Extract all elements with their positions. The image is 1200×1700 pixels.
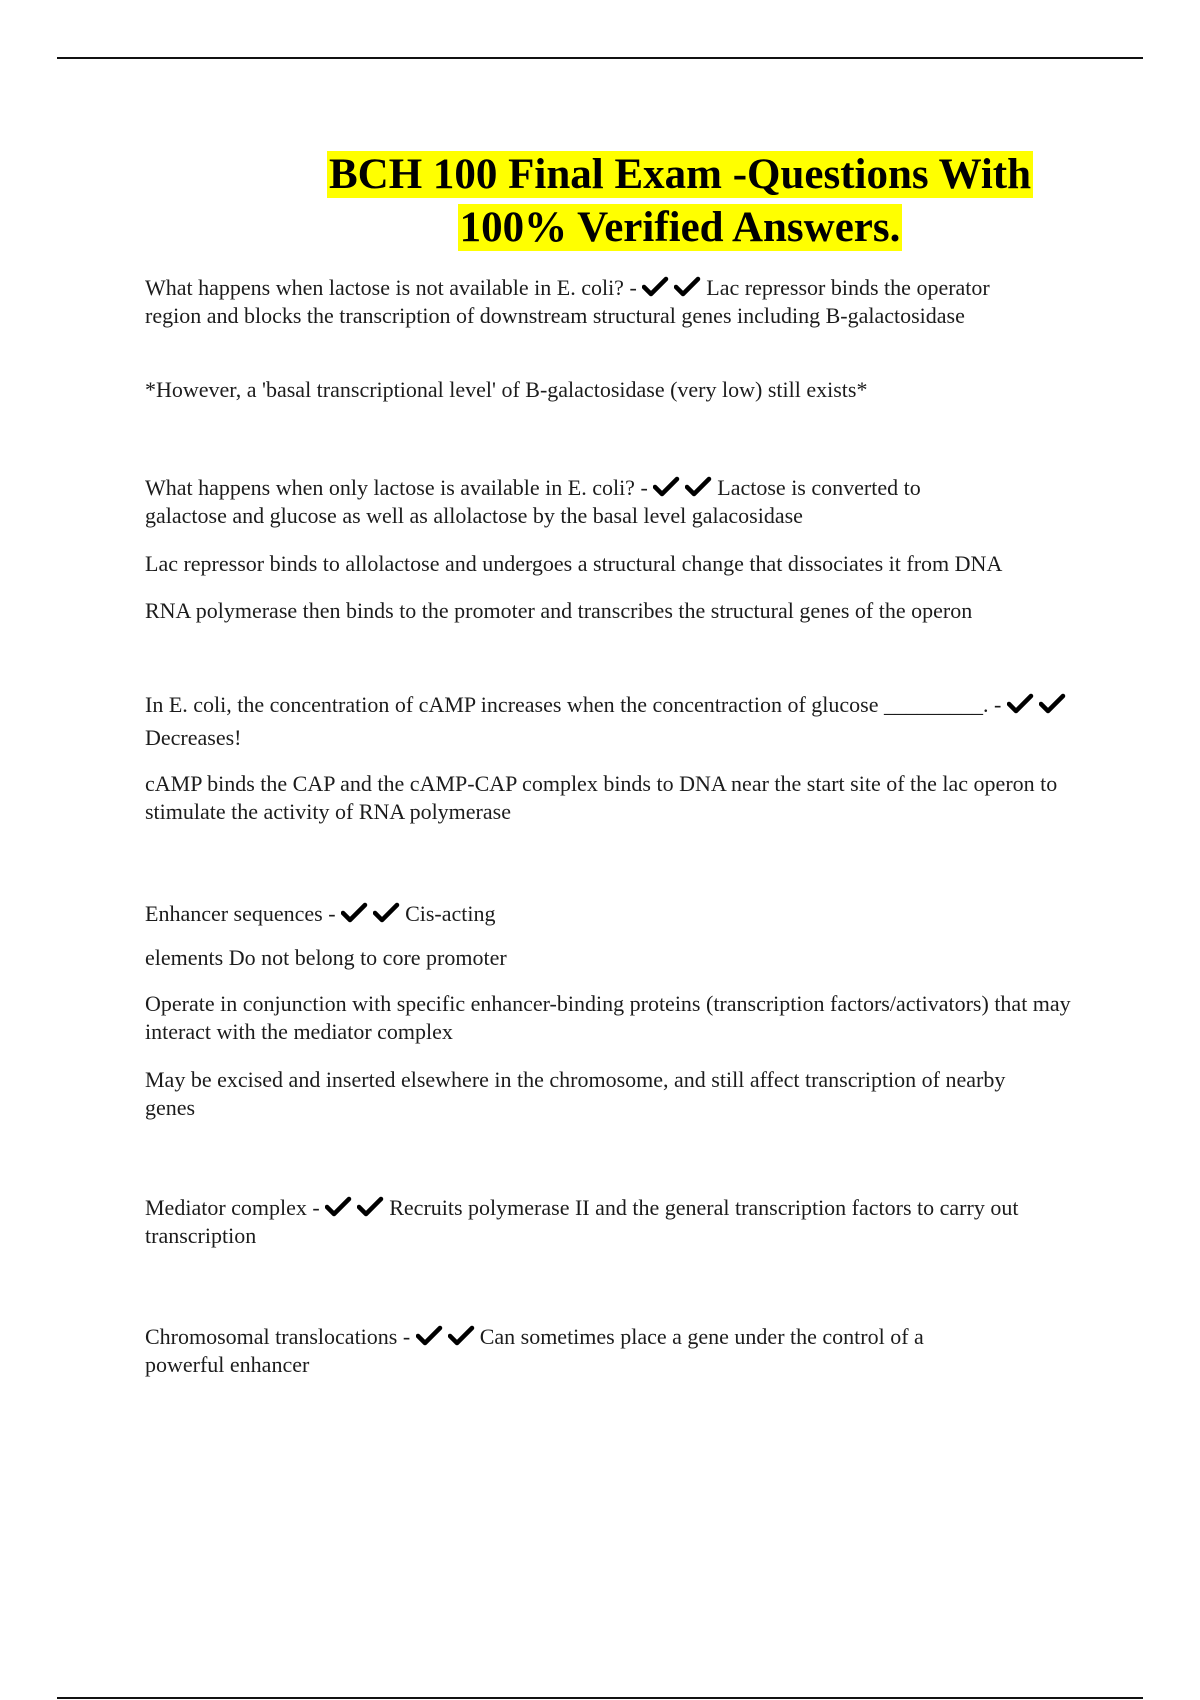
footer-rule <box>57 1697 1143 1699</box>
note-paragraph: cAMP binds the CAP and the cAMP-CAP complex binds to DNA near the start site of the lac operon to stimulate the activity of RNA polymerase <box>145 771 1058 824</box>
answer-text-cont: carry out transcription <box>145 1195 1019 1248</box>
check-icon <box>448 1325 476 1347</box>
qa-entry-5 <box>145 1194 1045 1250</box>
answer-text: Can sometimes place a gene under the control of <box>479 1324 909 1349</box>
answer-text: Lactose is converted <box>717 475 899 500</box>
check-icon <box>416 1325 444 1347</box>
question-text: In E. coli, the concentration of cAMP increases when the concentraction of glucose _________. - <box>145 692 1002 717</box>
note-paragraph: elements Do not belong to core promoter <box>145 945 507 970</box>
qa-entry-6 <box>145 1323 1005 1379</box>
qa-entry-3 <box>145 688 1085 754</box>
check-icon <box>674 276 702 298</box>
check-icon <box>685 476 713 498</box>
qa-entry-2 <box>145 474 995 530</box>
answer-text: Lac repressor binds the <box>706 275 911 300</box>
note-paragraph: *However, a 'basal transcriptional level' of B-galactosidase (very low) still exists* <box>145 377 868 402</box>
note-paragraph: May be excised and inserted elsewhere in the chromosome, and still affect transcription of nearby genes <box>145 1067 1006 1120</box>
note-paragraph: RNA polymerase then binds to the promoter and transcribes the structural genes of the operon <box>145 598 973 623</box>
answer-text: Recruits polymerase II and the general transcription factors to <box>389 1195 935 1220</box>
answer-text: Cis-acting <box>405 901 496 926</box>
check-icon <box>341 902 369 924</box>
check-icon <box>642 276 670 298</box>
question-text: What happens when only lactose is available in E. coli? - <box>145 475 648 500</box>
question-text: Mediator complex - <box>145 1195 320 1220</box>
check-icon <box>357 1196 385 1218</box>
title-line-2: 100% Verified Answers. <box>459 204 901 251</box>
answer-text: Decreases! <box>145 725 242 750</box>
document-title <box>240 148 1120 254</box>
answer-text-cont: a powerful enhancer <box>145 1324 924 1377</box>
check-icon <box>325 1196 353 1218</box>
answer-text-cont: to galactose and glucose as well as allolactose by the basal level galacosidase <box>145 475 921 528</box>
answer-text-cont: operator region and blocks the transcription of downstream structural genes including B-galactosidase <box>145 275 990 328</box>
qa-entry-1 <box>145 274 1015 330</box>
check-icon <box>373 902 401 924</box>
check-icon <box>1007 693 1035 715</box>
question-text: What happens when lactose is not available in E. coli? - <box>145 275 637 300</box>
check-icon <box>653 476 681 498</box>
qa-entry-4 <box>145 900 1105 928</box>
title-line-1: BCH 100 Final Exam -Questions With <box>328 151 1032 198</box>
check-icon <box>1039 693 1067 715</box>
note-paragraph: Operate in conjunction with specific enhancer-binding proteins (transcription factors/activators) that may interact with the mediator complex <box>145 991 1071 1044</box>
question-text: Chromosomal translocations - <box>145 1324 411 1349</box>
note-paragraph: Lac repressor binds to allolactose and undergoes a structural change that dissociates it from DNA <box>145 551 1003 576</box>
question-text: Enhancer sequences - <box>145 901 336 926</box>
header-rule <box>57 57 1143 59</box>
